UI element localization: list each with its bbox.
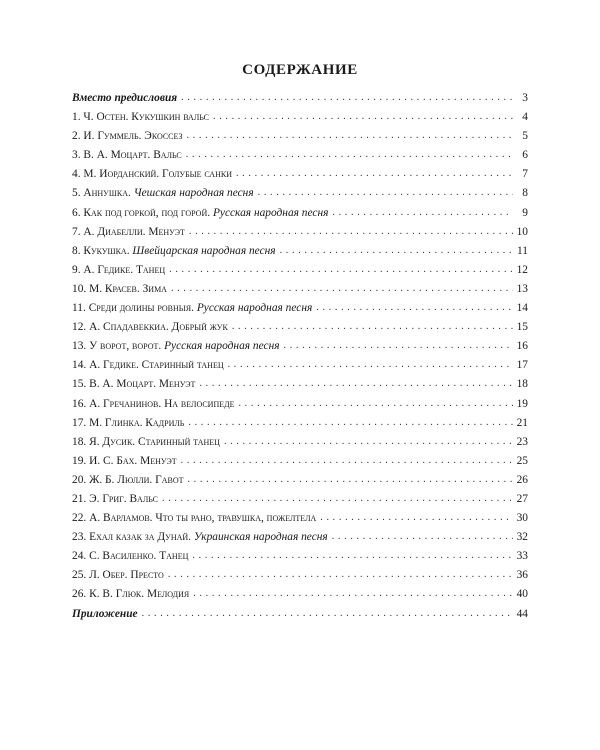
toc-entry-page-number: 16 [516,340,528,353]
toc-entry [72,242,528,261]
toc-entry-text [72,547,188,566]
dot-leader [258,183,513,202]
toc-entry-title: Ч. Остен. Кукушкин вальс [83,111,209,124]
dot-leader [280,241,513,260]
toc-entry-number: 12. [72,321,87,334]
toc-entry-page-number: 32 [516,531,528,544]
toc-entry-number: 22. [72,512,87,525]
toc-entry-number: 16. [72,397,87,410]
dot-leader [189,222,513,241]
dot-leader [213,107,513,126]
toc-entry-text [72,127,183,146]
toc-entry-text [72,433,220,452]
dot-leader [332,203,513,222]
toc-entry-subtitle: Швейцарская народная песня [132,244,276,257]
toc-entry-page-number: 12 [516,263,528,276]
toc-entry [72,146,528,165]
toc-entry-page-number: 7 [522,168,528,181]
toc-entry-page-number: 40 [516,588,528,601]
dot-leader [320,508,513,527]
toc-entry [72,471,528,490]
toc-entry-title: И. С. Бах. Менуэт [89,454,177,467]
toc-entry-title: А. Диабелли. Менуэт [83,225,185,238]
toc-entry [72,108,528,127]
toc-entry-page-number: 17 [516,359,528,372]
toc-entry [72,452,528,471]
toc-entry-page-number: 18 [516,378,528,391]
toc-entry-title: Аннушка. [83,187,131,200]
toc-entry [72,490,528,509]
toc-entry-number: 21. [72,492,87,505]
toc-entry-title: М. Глинка. Кадриль [89,416,185,429]
toc-entry-title: Как под горкой, под горой. [83,206,211,219]
toc-entry-title: А. Гедике. Танец [83,263,166,276]
toc-entry [72,356,528,375]
toc-entry-text [72,356,224,375]
toc-entry-page-number: 33 [516,550,528,563]
toc-entry-text [72,165,232,184]
toc-entry-number: 18. [72,435,87,448]
toc-entry-number: 11. [72,302,86,315]
toc-entry-text [72,585,189,604]
dot-leader [187,470,513,489]
toc-entry-number: 9. [72,263,81,276]
toc-entry-page-number: 30 [516,512,528,525]
toc-entry-page-number: 23 [516,435,528,448]
toc-entry-number: 6. [72,206,81,219]
toc-entry-page-number: 11 [517,244,528,257]
toc-entry-text [72,204,328,223]
toc-entry-number: 3. [72,149,81,162]
toc-entry-number: 26. [72,588,87,601]
dot-leader [199,374,513,393]
toc-entry [72,395,528,414]
toc-entry [72,165,528,184]
toc-entry-subtitle: Русская народная песня [164,340,280,353]
toc-entry-title: Л. Обер. Престо [89,569,164,582]
toc-entry-number: 14. [72,359,87,372]
toc-entry-number: 8. [72,244,81,257]
toc-entry-page-number: 8 [522,187,528,200]
toc-entry-title: Я. Дусик. Старинный танец [89,435,220,448]
dot-leader [228,355,513,374]
dot-leader [192,546,513,565]
toc-entry-text [72,299,312,318]
toc-entry-number: 5. [72,187,81,200]
toc-entry-title: М. Красев. Зима [89,282,167,295]
toc-entry [72,566,528,585]
dot-leader [332,527,513,546]
toc-entry-title: Ехал казак за Дунай. [89,531,192,544]
toc-entry-page-number: 26 [516,473,528,486]
toc-entry [72,204,528,223]
toc-entry [72,509,528,528]
dot-leader [168,565,513,584]
toc-entry-page-number: 4 [522,111,528,124]
toc-entry-text [72,337,280,356]
toc-entry [72,547,528,566]
dot-leader [187,126,514,145]
table-of-contents [72,89,528,624]
toc-entry-subtitle: Украинская народная песня [193,531,328,544]
toc-entry-page-number: 14 [516,302,528,315]
toc-entry-text [72,414,184,433]
dot-leader [238,394,513,413]
dot-leader [186,145,513,164]
toc-entry-page-number: 44 [516,607,528,620]
dot-leader [162,489,513,508]
toc-entry-page-number: 3 [522,92,528,104]
toc-entry-text [72,261,165,280]
toc-entry-title: И. Гуммель. Экоссез [83,130,183,143]
toc-entry-title: А. Гедике. Старинный танец [89,359,224,372]
toc-entry-page-number: 6 [522,149,528,162]
toc-entry-number: 1. [72,111,81,124]
toc-entry-title: Э. Григ. Вальс [89,492,158,505]
toc-entry-title: В. А. Моцарт. Вальс [83,149,182,162]
toc-entry-text [72,452,177,471]
toc-entry [72,605,528,624]
toc-entry-title: М. Иорданский. Голубые санки [83,168,232,181]
toc-entry-number: 19. [72,454,87,467]
toc-entry [72,127,528,146]
toc-entry-page-number: 36 [516,569,528,582]
toc-entry-subtitle: Русская народная песня [212,206,329,219]
toc-entry-number: 17. [72,416,87,429]
toc-entry [72,375,528,394]
toc-entry-subtitle: Русская народная песня [196,302,313,315]
toc-entry-number: 10. [72,282,87,295]
toc-entry-page-number: 19 [516,397,528,410]
toc-entry-text [72,490,158,509]
page-title: СОДЕРЖАНИЕ [242,62,358,78]
dot-leader [316,298,513,317]
toc-entry-page-number: 13 [516,282,528,295]
dot-leader [188,413,513,432]
dot-leader [181,451,513,470]
toc-entry-text [72,528,328,547]
toc-entry-title: Среди долины ровныя. [88,302,194,315]
toc-entry-text [72,89,177,108]
toc-entry-text [72,242,276,261]
toc-entry-page-number: 9 [522,206,528,219]
toc-entry [72,299,528,318]
toc-entry-title: Ж. Б. Люлли. Гавот [89,473,184,486]
toc-entry-text [72,375,195,394]
toc-entry-title: У ворот, ворот. [89,340,162,353]
toc-entry-title: К. В. Глюк. Мелодия [89,588,190,601]
toc-entry-page-number: 10 [516,225,528,238]
toc-entry-title: Вместо предисловия [72,92,178,104]
toc-entry [72,261,528,280]
toc-entry-number: 4. [72,168,81,181]
toc-entry-text [72,280,167,299]
toc-entry-text [72,566,164,585]
toc-entry-text [72,108,209,127]
dot-leader [181,88,513,107]
toc-entry-number: 23. [72,531,87,544]
toc-entry [72,318,528,337]
toc-entry-title: В. А. Моцарт. Менуэт [89,378,196,391]
toc-entry-number: 20. [72,473,87,486]
toc-entry-page-number: 25 [516,454,528,467]
dot-leader [169,260,513,279]
toc-entry-number: 13. [72,340,87,353]
toc-entry-title: А. Варламов. Что ты рано, травушка, пожелтела [89,512,317,525]
toc-entry-text [72,395,234,414]
toc-entry [72,414,528,433]
toc-entry-number: 15. [72,378,87,391]
dot-leader [232,317,513,336]
toc-entry-text [72,146,182,165]
dot-leader [142,604,513,623]
toc-entry-number: 7. [72,225,81,238]
dot-leader [284,336,513,355]
toc-entry-title: Приложение [72,607,138,620]
toc-entry-text [72,509,316,528]
toc-entry [72,223,528,242]
toc-entry-text [72,318,228,337]
dot-leader [224,432,513,451]
toc-entry-page-number: 5 [522,130,528,143]
toc-entry-title: А. Гречанинов. На велосипеде [89,397,235,410]
toc-entry-page-number: 15 [516,321,528,334]
toc-entry-page-number: 27 [516,492,528,505]
toc-entry-text [72,605,138,624]
toc-entry-number: 2. [72,130,81,143]
toc-entry-subtitle: Чешская народная песня [133,187,254,200]
toc-entry [72,280,528,299]
toc-entry-text [72,223,185,242]
toc-entry [72,89,528,108]
toc-entry-number: 24. [72,550,87,563]
toc-entry-title: А. Спадавеккиа. Добрый жук [89,321,228,334]
toc-entry [72,337,528,356]
toc-entry-number: 25. [72,569,87,582]
toc-entry-page-number: 21 [516,416,528,429]
toc-entry [72,528,528,547]
toc-entry-title: Кукушка. [83,244,130,257]
dot-leader [236,164,513,183]
dot-leader [193,584,513,603]
toc-entry [72,433,528,452]
toc-entry-title: С. Василенко. Танец [89,550,189,563]
toc-entry [72,184,528,203]
toc-entry-text [72,471,183,490]
toc-entry [72,585,528,604]
dot-leader [171,279,513,298]
toc-entry-text [72,184,254,203]
